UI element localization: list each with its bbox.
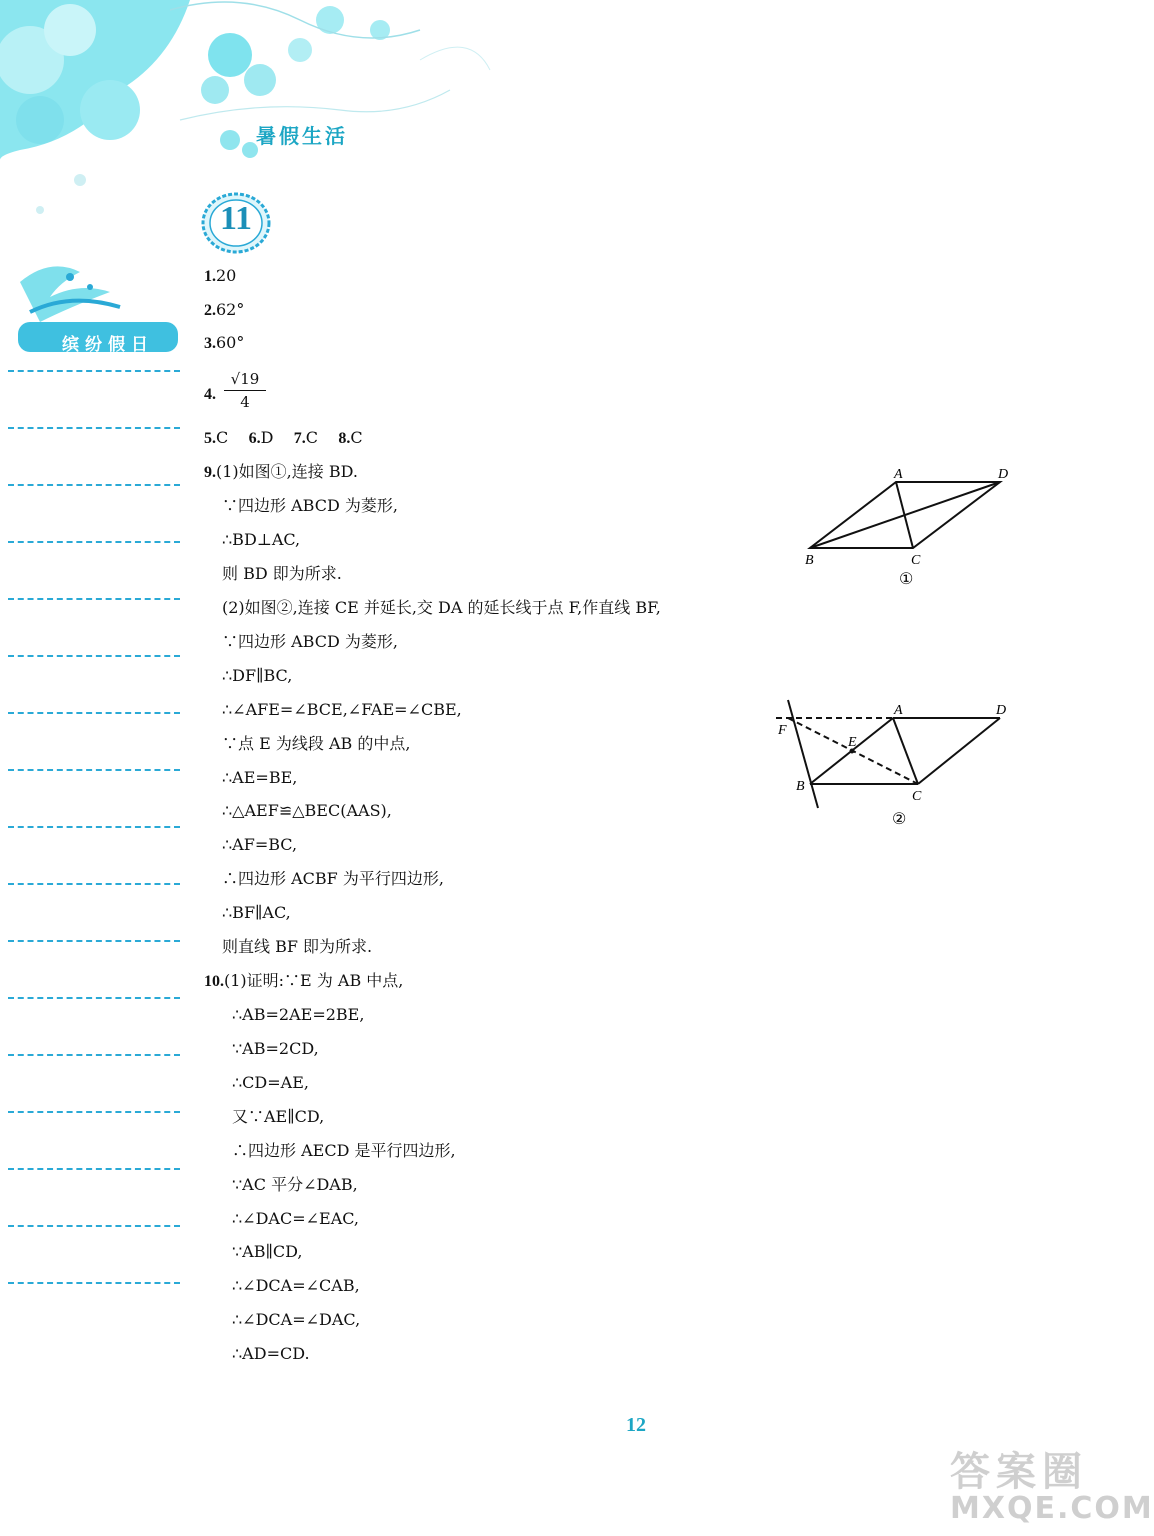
figure-1 (800, 460, 1020, 590)
watermark (950, 1440, 1154, 1526)
fig1-label-b: B (805, 553, 814, 568)
note-line (8, 598, 180, 600)
answers-5-8: 5.C 6.D 7.C 8.C (204, 428, 363, 447)
fraction-denominator: 4 (240, 393, 250, 411)
answer-4-number: 4. (204, 386, 216, 403)
q9-line: ∴四边形 ACBF 为平行四边形, (222, 869, 444, 888)
fig2-label-e: E (848, 735, 857, 750)
note-line (8, 484, 180, 486)
fig2-label-c: C (912, 789, 922, 804)
answer-2: 2.62° (204, 300, 245, 319)
q9-line: 9.(1)如图①,连接 BD. (204, 462, 358, 481)
note-line (8, 1054, 180, 1056)
q9-line: ∴DF∥BC, (222, 666, 293, 685)
q9-line: ∵四边形 ABCD 为菱形, (222, 632, 398, 651)
note-line (8, 826, 180, 828)
q9-line: ∴AE=BE, (222, 768, 298, 787)
q9-line: 则 BD 即为所求. (222, 564, 342, 583)
fig1-caption: ① (899, 571, 914, 588)
q10-line: ∴∠DAC=∠EAC, (232, 1209, 360, 1228)
q10-line: 10.(1)证明:∵E 为 AB 中点, (204, 971, 404, 990)
note-line (8, 370, 180, 372)
fig2-label-b: B (796, 779, 805, 794)
answer-1: 1.20 (204, 266, 237, 285)
q9-line: ∴∠AFE=∠BCE,∠FAE=∠CBE, (222, 700, 462, 719)
q9-line: ∴BD⊥AC, (222, 530, 301, 549)
q9-line: (2)如图②,连接 CE 并延长,交 DA 的延长线于点 F,作直线 BF, (222, 598, 661, 617)
q10-line: ∴CD=AE, (232, 1073, 309, 1092)
note-line (8, 883, 180, 885)
header-title: 暑假生活 (256, 124, 348, 148)
q9-line: ∴△AEF≌△BEC(AAS), (222, 801, 392, 820)
note-line (8, 541, 180, 543)
q10-line: ∵AB∥CD, (232, 1242, 303, 1261)
note-line (8, 997, 180, 999)
q10-line: ∴AB=2AE=2BE, (232, 1005, 365, 1024)
fig1-label-a: A (894, 467, 903, 482)
answer-4-fraction (224, 370, 266, 411)
q9-line: ∵点 E 为线段 AB 的中点, (222, 734, 411, 753)
fig2-caption: ② (892, 811, 907, 828)
q10-line: ∴四边形 AECD 是平行四边形, (232, 1141, 456, 1160)
note-line (8, 655, 180, 657)
section-number: 11 (219, 200, 253, 237)
note-line (8, 712, 180, 714)
note-line (8, 427, 180, 429)
q10-line: ∴AD=CD. (232, 1344, 310, 1363)
watermark-line-2: MXQE.COM (950, 1491, 1154, 1526)
page-number: 12 (626, 1414, 646, 1436)
note-line (8, 1111, 180, 1113)
q10-line: 又∵AE∥CD, (232, 1107, 325, 1126)
note-line (8, 1282, 180, 1284)
fig1-label-c: C (911, 553, 921, 568)
note-line (8, 1168, 180, 1170)
fig2-label-d: D (996, 703, 1007, 718)
fig2-label-a: A (894, 703, 903, 718)
fraction-numerator: √19 (224, 370, 266, 391)
fig1-label-d: D (998, 467, 1009, 482)
watermark-line-1: 答案圈 (950, 1449, 1088, 1495)
q9-line: 则直线 BF 即为所求. (222, 937, 373, 956)
q10-line: ∵AC 平分∠DAB, (232, 1175, 358, 1194)
side-banner-text: 缤纷假日 (62, 335, 154, 355)
figure-2 (768, 696, 1018, 836)
note-line (8, 940, 180, 942)
q9-line: ∴AF=BC, (222, 835, 298, 854)
q10-line: ∴∠DCA=∠CAB, (232, 1276, 360, 1295)
q10-line: ∴∠DCA=∠DAC, (232, 1310, 361, 1329)
fig2-label-f: F (778, 723, 787, 738)
q10-line: ∵AB=2CD, (232, 1039, 319, 1058)
note-line (8, 1225, 180, 1227)
answer-3: 3.60° (204, 333, 245, 352)
q9-line: ∴BF∥AC, (222, 903, 291, 922)
q9-line: ∵四边形 ABCD 为菱形, (222, 496, 398, 515)
note-line (8, 769, 180, 771)
